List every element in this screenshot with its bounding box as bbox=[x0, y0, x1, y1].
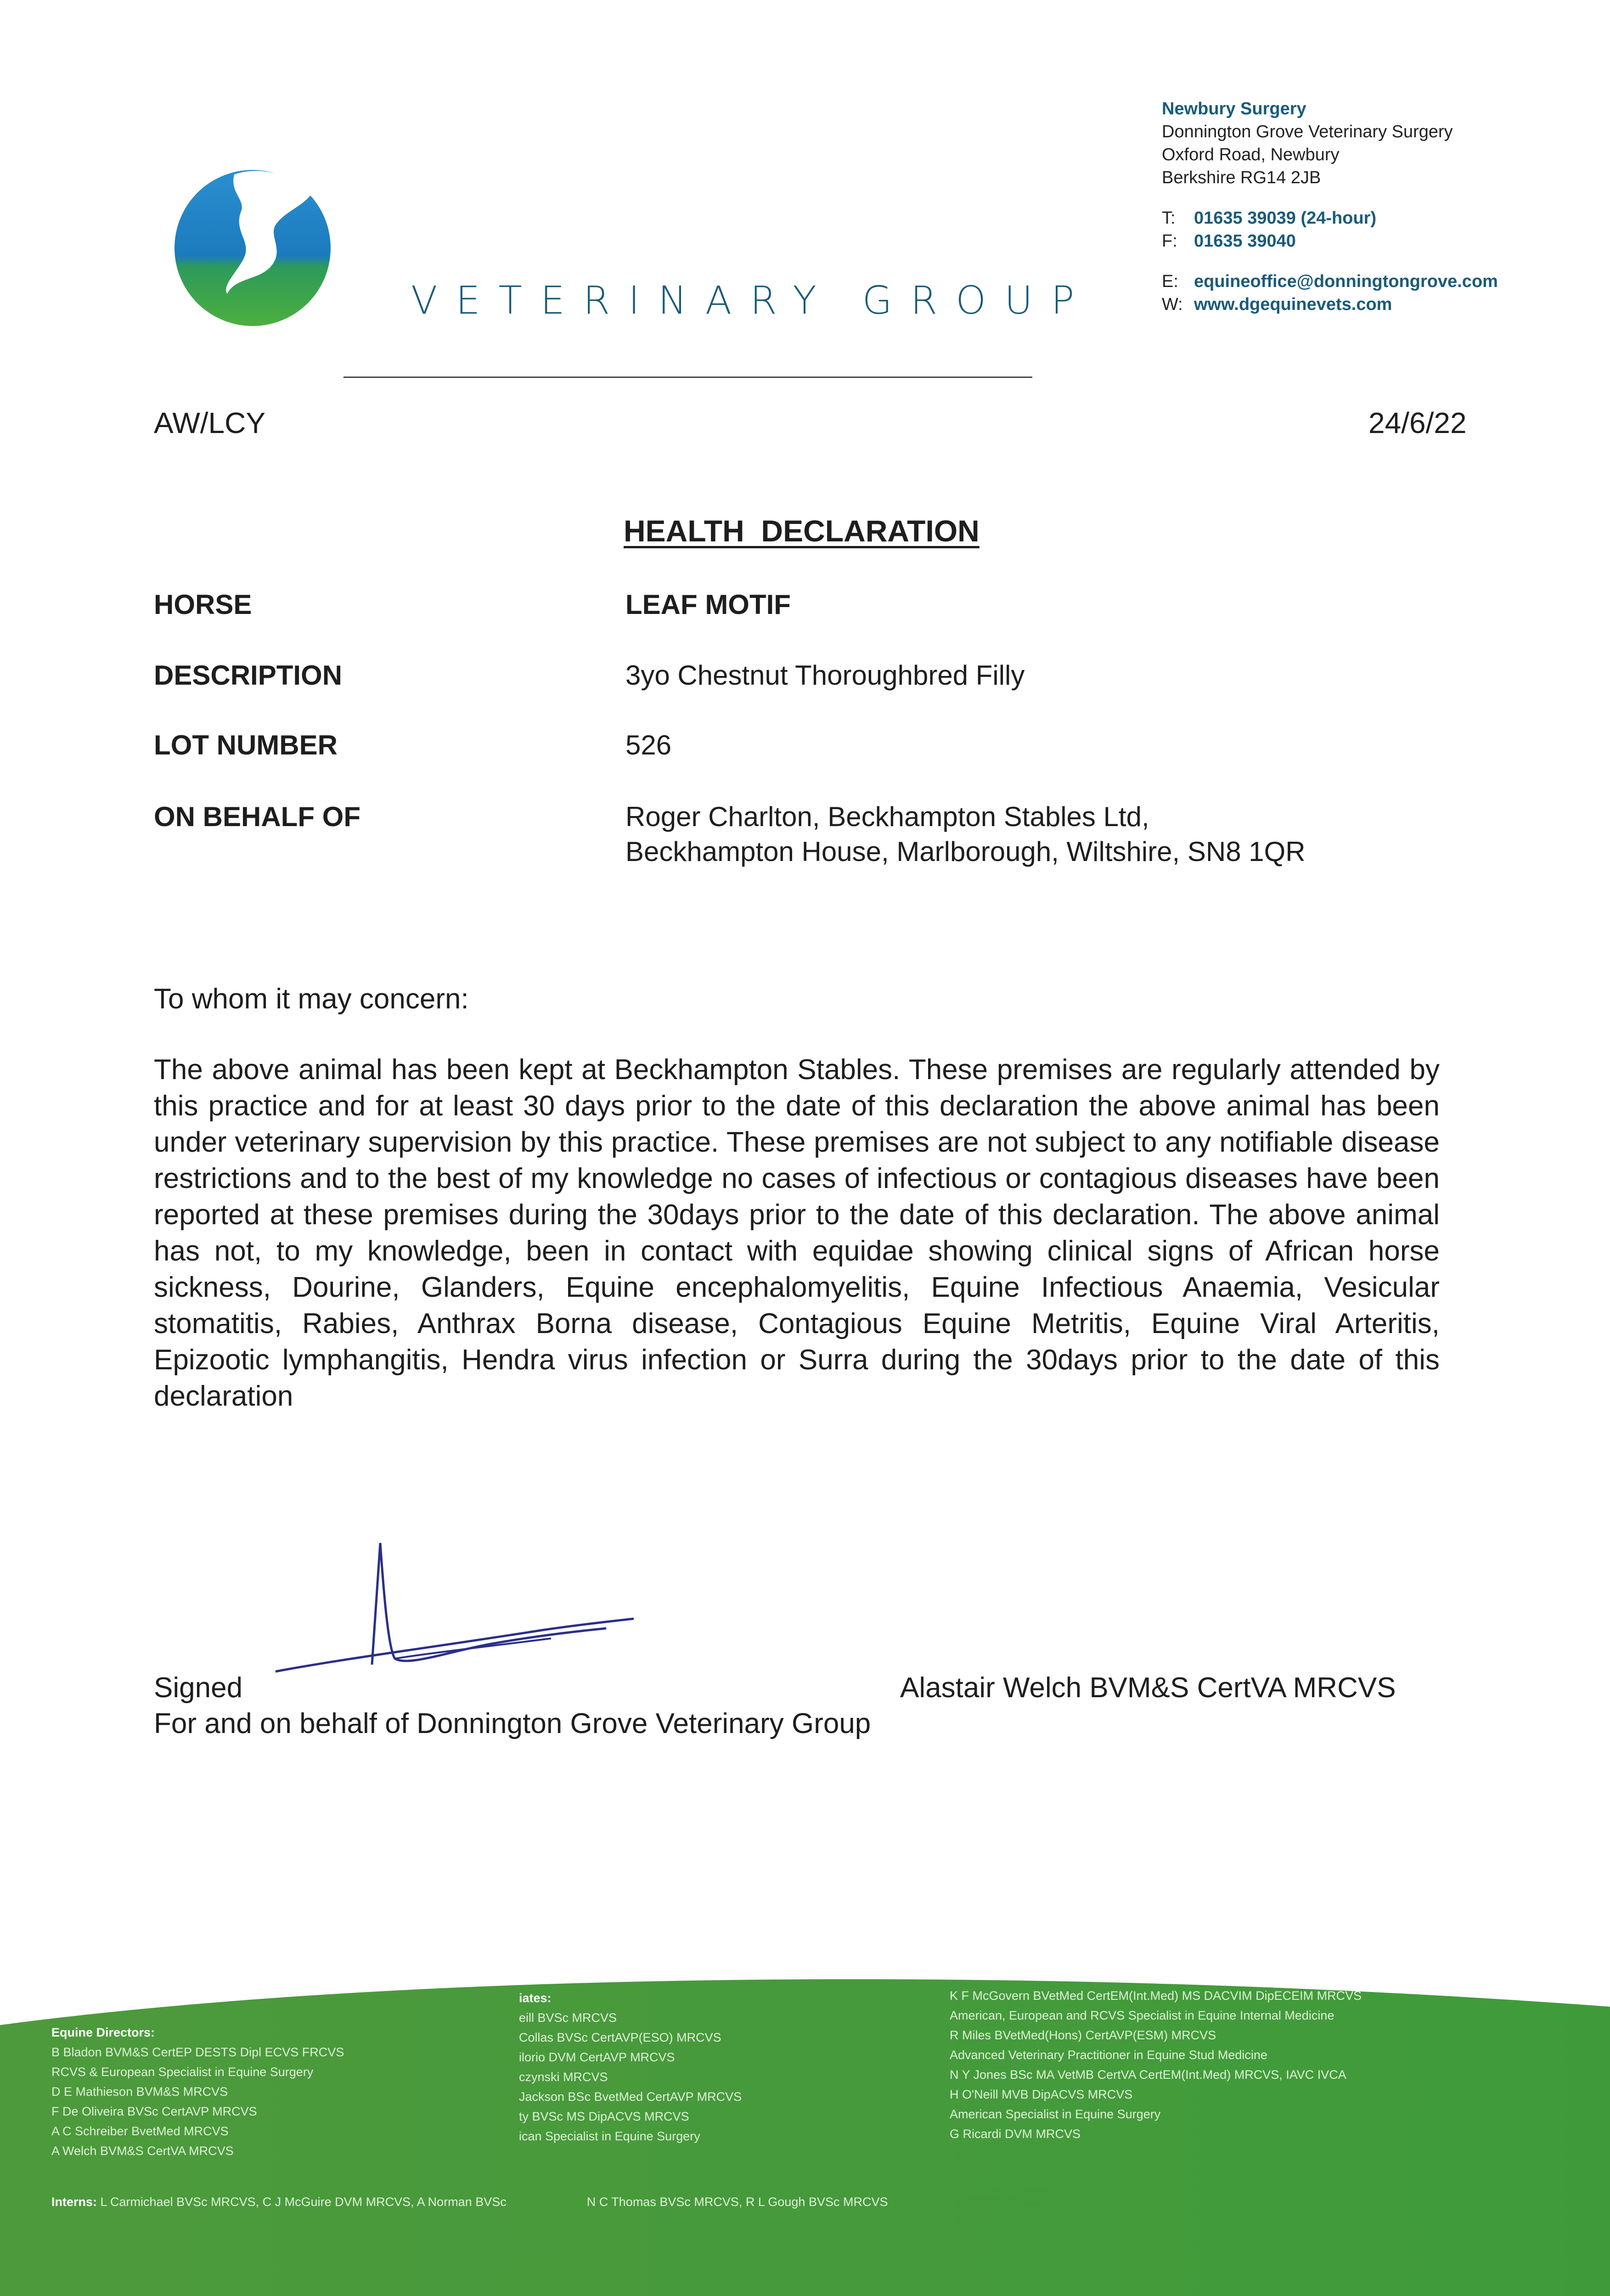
lot-number-value: 526 bbox=[625, 730, 672, 760]
consultant-line: R Miles BVetMed(Hons) CertAVP(ESM) MRCVS bbox=[950, 2028, 1216, 2042]
address-line: Oxford Road, Newbury bbox=[1162, 145, 1340, 164]
consultant-line: N Y Jones BSc MA VetMB CertVA CertEM(Int.Med) MRCVS, IAVC IVCA bbox=[950, 2068, 1346, 2082]
email-line: E: equineoffice@donningtongrove.com bbox=[1162, 272, 1498, 291]
associates-list bbox=[519, 1988, 742, 2146]
description-label: DESCRIPTION bbox=[154, 660, 343, 691]
on-behalf-value-line1: Roger Charlton, Beckhampton Stables Ltd, bbox=[625, 801, 1149, 832]
lot-number-label: LOT NUMBER bbox=[154, 730, 338, 760]
directors-list bbox=[51, 2023, 344, 2161]
fax-number: 01635 39040 bbox=[1194, 231, 1296, 251]
associate-line: ty BVSc MS DipACVS MRCVS bbox=[519, 2110, 689, 2123]
website-link[interactable]: www.dgequinevets.com bbox=[1194, 295, 1392, 314]
consultant-line: G Ricardi DVM MRCVS bbox=[950, 2127, 1081, 2141]
associate-line: czynski MRCVS bbox=[519, 2070, 608, 2084]
brand-wordmark: VETERINARY GROUP bbox=[411, 278, 1093, 323]
surgery-name: Newbury Surgery bbox=[1162, 99, 1306, 118]
header-divider bbox=[343, 377, 1032, 378]
signer-name: Alastair Welch BVM&S CertVA MRCVS bbox=[900, 1672, 1396, 1704]
phone-number: 01635 39039 (24-hour) bbox=[1194, 208, 1377, 228]
address-line: Berkshire RG14 2JB bbox=[1162, 168, 1321, 187]
web-line: W: www.dgequinevets.com bbox=[1162, 295, 1392, 314]
handwritten-signature bbox=[257, 1534, 647, 1690]
associate-line: Collas BVSc CertAVP(ESO) MRCVS bbox=[519, 2031, 721, 2044]
associate-line: eill BVSc MRCVS bbox=[519, 2011, 617, 2025]
horse-label: HORSE bbox=[154, 589, 252, 620]
horse-value: LEAF MOTIF bbox=[625, 589, 791, 620]
on-behalf-label: ON BEHALF OF bbox=[154, 801, 360, 832]
director-line: F De Oliveira BVSc CertAVP MRCVS bbox=[51, 2105, 257, 2118]
fax-line: F: 01635 39040 bbox=[1162, 231, 1296, 251]
on-behalf-value-line2: Beckhampton House, Marlborough, Wiltshire, SN8 1QR bbox=[625, 836, 1306, 867]
associate-line: ican Specialist in Equine Surgery bbox=[519, 2129, 700, 2143]
director-line: A C Schreiber BvetMed MRCVS bbox=[51, 2124, 229, 2138]
director-line: RCVS & European Specialist in Equine Surgery bbox=[51, 2065, 314, 2079]
director-line: D E Mathieson BVM&S MRCVS bbox=[51, 2085, 228, 2099]
surgery-contact-block bbox=[1162, 97, 1498, 316]
letter-date: 24/6/22 bbox=[1368, 406, 1467, 439]
associate-line: Jackson BSc BvetMed CertAVP MRCVS bbox=[519, 2090, 742, 2104]
interns-line bbox=[51, 2195, 888, 2209]
interns-names: L Carmichael BVSc MRCVS, C J McGuire DVM MRCVS, A Norman BVSc bbox=[100, 2195, 507, 2209]
director-line: B Bladon BVM&S CertEP DESTS Dipl ECVS FRCVS bbox=[51, 2045, 344, 2059]
consultant-line: K F McGovern BVetMed CertEM(Int.Med) MS DACVIM DipECEIM MRCVS bbox=[950, 1989, 1362, 2003]
phone-line: T: 01635 39039 (24-hour) bbox=[1162, 208, 1377, 228]
declaration-body: The above animal has been kept at Beckhampton Stables. These premises are regularly attended by this practice and for at least 30 days prior to the date of this declaration the above animal has been under veterinary supervision by this practice. These premises are not subject to any notifiable disease restrictions and to the best of my knowledge no cases of infectious or contagious diseases have been reported at these premises during the 30days prior to the date of this declaration. The above animal has not, to my knowledge, been in contact with equidae showing clinical signs of African horse sickness, Dourine, Glanders, Equine encephalomyelitis, Equine Infectious Anaemia, Vesicular stomatitis, Rabies, Anthrax Borna disease, Contagious Equine Metritis, Equine Viral Arteritis, Epizootic lymphangitis, Hendra virus infection or Surra during the 30days prior to the date of this declaration bbox=[154, 1054, 1440, 1412]
signed-label: Signed bbox=[154, 1672, 243, 1704]
veterinary-group-logo-icon bbox=[165, 156, 340, 331]
document-title: HEALTH DECLARATION bbox=[624, 514, 980, 548]
description-value: 3yo Chestnut Thoroughbred Filly bbox=[625, 660, 1025, 691]
salutation: To whom it may concern: bbox=[154, 983, 469, 1015]
address-line: Donnington Grove Veterinary Surgery bbox=[1162, 122, 1453, 141]
director-line: A Welch BVM&S CertVA MRCVS bbox=[51, 2144, 234, 2158]
reference-code: AW/LCY bbox=[154, 406, 265, 439]
consultant-line: Advanced Veterinary Practitioner in Equine Stud Medicine bbox=[950, 2048, 1267, 2062]
consultant-line: American, European and RCVS Specialist in Equine Internal Medicine bbox=[950, 2009, 1334, 2022]
email-link[interactable]: equineoffice@donningtongrove.com bbox=[1194, 272, 1498, 291]
associate-line: ilorio DVM CertAVP MRCVS bbox=[519, 2050, 675, 2064]
consultant-line: H O'Neill MVB DipACVS MRCVS bbox=[950, 2088, 1133, 2101]
directors-heading: Equine Directors: bbox=[51, 2026, 155, 2039]
consultant-line: American Specialist in Equine Surgery bbox=[950, 2107, 1161, 2121]
interns-heading: Interns: bbox=[51, 2195, 97, 2209]
interns-names-2: N C Thomas BVSc MRCVS, R L Gough BVSc MRCVS bbox=[586, 2195, 888, 2209]
consultants-list bbox=[950, 1986, 1362, 2144]
associates-heading: iates: bbox=[519, 1991, 552, 2005]
on-behalf-line: For and on behalf of Donnington Grove Veterinary Group bbox=[154, 1708, 871, 1739]
